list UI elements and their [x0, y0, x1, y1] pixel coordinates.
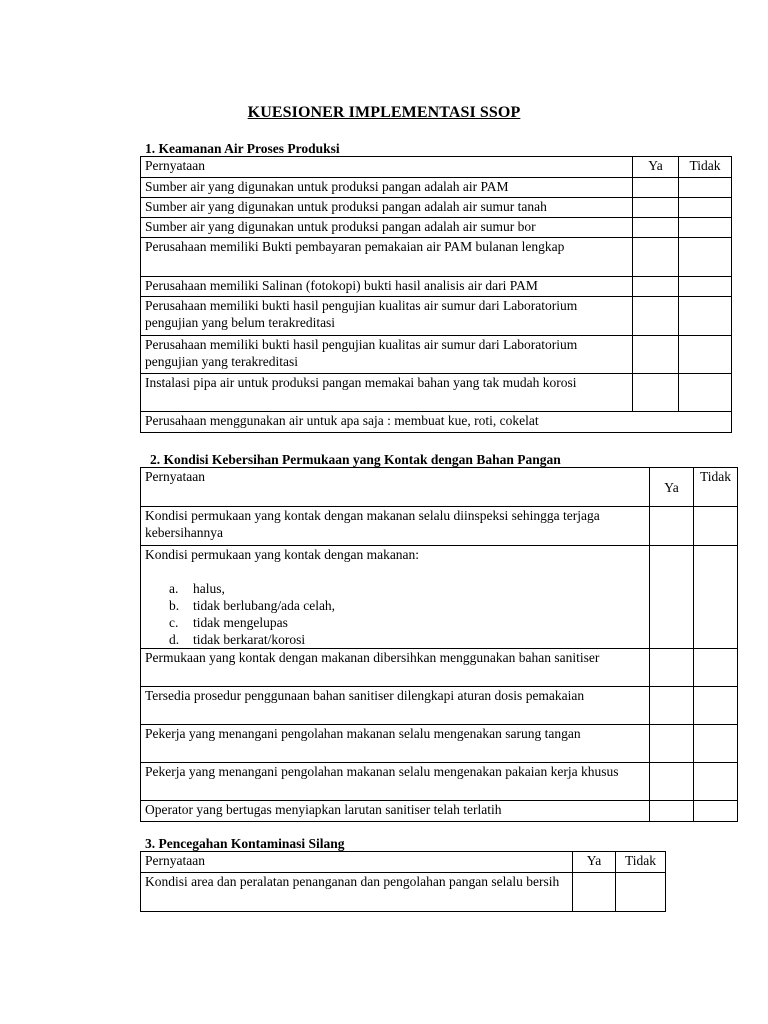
row-statement: Kondisi permukaan yang kontak dengan makanan selalu diinspeksi sehingga terjaga kebersihannya [141, 507, 650, 546]
row-statement: Operator yang bertugas menyiapkan larutan sanitiser telah terlatih [141, 801, 650, 822]
no-checkbox-cell[interactable] [616, 873, 666, 912]
yes-checkbox-cell[interactable] [650, 763, 694, 801]
section-3-title: 3. Pencegahan Kontaminasi Silang [145, 836, 345, 851]
table-row [141, 218, 732, 238]
row-statement: Perusahaan memiliki bukti hasil pengujian kualitas air sumur dari Laboratorium pengujian yang terakreditasi [141, 336, 633, 374]
table-row [141, 277, 732, 297]
header-no: Tidak [679, 157, 732, 178]
document-title: KUESIONER IMPLEMENTASI SSOP [247, 104, 521, 121]
no-checkbox-cell[interactable] [679, 198, 732, 218]
yes-checkbox-cell[interactable] [650, 687, 694, 725]
header-statement: Pernyataan [141, 468, 650, 507]
section-1-title: 1. Keamanan Air Proses Produksi [145, 141, 340, 156]
list-text: halus, [193, 581, 225, 596]
table-row [141, 374, 732, 412]
no-checkbox-cell[interactable] [694, 507, 738, 546]
table-row [141, 649, 738, 687]
list-item [145, 580, 645, 597]
list-text: tidak mengelupas [193, 615, 288, 630]
section-3-header-row [141, 852, 666, 873]
header-yes: Ya [650, 468, 694, 507]
yes-checkbox-cell[interactable] [633, 178, 679, 198]
no-checkbox-cell[interactable] [679, 238, 732, 277]
no-checkbox-cell[interactable] [679, 218, 732, 238]
row-statement: Permukaan yang kontak dengan makanan dibersihkan menggunakan bahan sanitiser [141, 649, 650, 687]
header-statement: Pernyataan [141, 852, 573, 873]
table-row [141, 763, 738, 801]
row-statement: Perusahaan memiliki bukti hasil pengujian kualitas air sumur dari Laboratorium pengujian yang belum terakreditasi [141, 297, 633, 336]
table-row [141, 336, 732, 374]
table-row [141, 801, 738, 822]
list-item [145, 631, 645, 648]
surface-condition-list [145, 580, 645, 648]
yes-checkbox-cell[interactable] [650, 801, 694, 822]
no-checkbox-cell[interactable] [694, 546, 738, 649]
yes-checkbox-cell[interactable] [650, 649, 694, 687]
list-marker: d. [169, 632, 180, 647]
list-marker: b. [169, 598, 180, 613]
yes-checkbox-cell[interactable] [633, 336, 679, 374]
header-yes: Ya [633, 157, 679, 178]
section-1-header-row [141, 157, 732, 178]
row-statement: Sumber air yang digunakan untuk produksi pangan adalah air PAM [141, 178, 633, 198]
header-statement: Pernyataan [141, 157, 633, 178]
table-row [141, 238, 732, 277]
no-checkbox-cell[interactable] [694, 763, 738, 801]
no-checkbox-cell[interactable] [694, 725, 738, 763]
no-checkbox-cell[interactable] [694, 687, 738, 725]
section-2-table [140, 467, 738, 822]
header-no: Tidak [616, 852, 666, 873]
table-row [141, 873, 666, 912]
row-statement: Tersedia prosedur penggunaan bahan sanitiser dilengkapi aturan dosis pemakaian [141, 687, 650, 725]
table-row [141, 725, 738, 763]
list-item [145, 614, 645, 631]
section-2-header-row [141, 468, 738, 507]
list-intro: Kondisi permukaan yang kontak dengan makanan: [145, 547, 420, 562]
no-checkbox-cell[interactable] [679, 297, 732, 336]
table-row [141, 546, 738, 649]
list-text: tidak berlubang/ada celah, [193, 598, 336, 613]
no-checkbox-cell[interactable] [679, 374, 732, 412]
section-2-title: 2. Kondisi Kebersihan Permukaan yang Kontak dengan Bahan Pangan [150, 452, 561, 467]
table-row [141, 507, 738, 546]
row-statement: Sumber air yang digunakan untuk produksi pangan adalah air sumur tanah [141, 198, 633, 218]
no-checkbox-cell[interactable] [694, 801, 738, 822]
yes-checkbox-cell[interactable] [650, 546, 694, 649]
section-3-table [140, 851, 666, 912]
table-row [141, 198, 732, 218]
section-1-table [140, 156, 732, 433]
row-statement: Instalasi pipa air untuk produksi pangan memakai bahan yang tak mudah korosi [141, 374, 633, 412]
row-statement-list [141, 546, 650, 649]
no-checkbox-cell[interactable] [679, 277, 732, 297]
table-row-note [141, 412, 732, 433]
row-statement: Perusahaan memiliki Bukti pembayaran pemakaian air PAM bulanan lengkap [141, 238, 633, 277]
header-no: Tidak [694, 468, 738, 507]
list-item [145, 597, 645, 614]
no-checkbox-cell[interactable] [694, 649, 738, 687]
row-statement: Pekerja yang menangani pengolahan makanan selalu mengenakan pakaian kerja khusus [141, 763, 650, 801]
row-statement: Kondisi area dan peralatan penanganan dan pengolahan pangan selalu bersih [141, 873, 573, 912]
list-text: tidak berkarat/korosi [193, 632, 306, 647]
yes-checkbox-cell[interactable] [573, 873, 616, 912]
header-yes: Ya [573, 852, 616, 873]
list-marker: c. [169, 615, 179, 630]
row-statement: Sumber air yang digunakan untuk produksi pangan adalah air sumur bor [141, 218, 633, 238]
yes-checkbox-cell[interactable] [633, 218, 679, 238]
yes-checkbox-cell[interactable] [633, 297, 679, 336]
yes-checkbox-cell[interactable] [633, 277, 679, 297]
yes-checkbox-cell[interactable] [633, 238, 679, 277]
list-marker: a. [169, 581, 179, 596]
no-checkbox-cell[interactable] [679, 336, 732, 374]
row-statement: Perusahaan memiliki Salinan (fotokopi) bukti hasil analisis air dari PAM [141, 277, 633, 297]
yes-checkbox-cell[interactable] [633, 198, 679, 218]
no-checkbox-cell[interactable] [679, 178, 732, 198]
yes-checkbox-cell[interactable] [650, 507, 694, 546]
table-row [141, 178, 732, 198]
row-statement: Pekerja yang menangani pengolahan makanan selalu mengenakan sarung tangan [141, 725, 650, 763]
water-usage-note: Perusahaan menggunakan air untuk apa saja : membuat kue, roti, cokelat [141, 412, 732, 433]
table-row [141, 687, 738, 725]
yes-checkbox-cell[interactable] [650, 725, 694, 763]
yes-checkbox-cell[interactable] [633, 374, 679, 412]
table-row [141, 297, 732, 336]
